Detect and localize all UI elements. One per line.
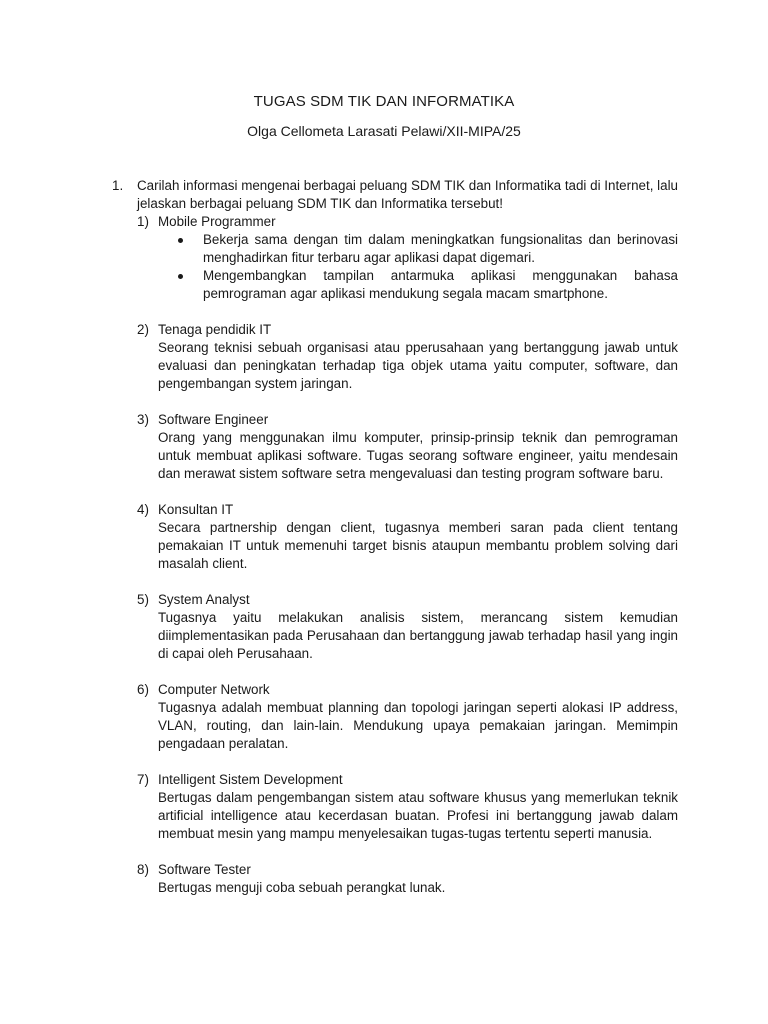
document-author: Olga Cellometa Larasati Pelawi/XII-MIPA/25 (247, 123, 521, 139)
item-title: Konsultan IT (158, 502, 234, 517)
list-item-software-tester (137, 861, 678, 897)
item-description: Seorang teknisi sebuah organisasi atau pperusahaan yang bertanggung jawab untuk evaluasi dan peningkatan terhadap tiga objek utama yaitu computer, software, dan pengembangan system jaringan. (158, 340, 678, 391)
document-content (0, 177, 768, 897)
item-number: 7) (137, 772, 149, 787)
item-number: 2) (137, 322, 149, 337)
document-title: TUGAS SDM TIK DAN INFORMATIKA (253, 93, 515, 110)
list-item-konsultan-it (137, 501, 678, 573)
item-title: System Analyst (158, 592, 250, 607)
bullet-item: Bekerja sama dengan tim dalam meningkatkan fungsionalitas dan berinovasi menghadirkan fitur terbaru agar aplikasi dapat digemari. (203, 231, 678, 267)
list-item-tenaga-pendidik-it (137, 321, 678, 393)
bullet-list (137, 231, 678, 303)
list-item-mobile-programmer (137, 213, 678, 303)
item-number: 8) (137, 862, 149, 877)
item-description: Tugasnya adalah membuat planning dan topologi jaringan seperti alokasi IP address, VLAN, routing, dan lain-lain. Mendukung upaya pemakaian jaringan. Memimpin pengadaan peralatan. (158, 700, 678, 751)
item-title: Software Tester (158, 862, 251, 877)
item-title: Mobile Programmer (158, 214, 276, 229)
item-description: Bertugas dalam pengembangan sistem atau software khusus yang memerlukan teknik artificial intelligence atau kecerdasan buatan. Profesi ini bertanggung jawab dalam membuat mesin yang mampu menyelesaikan tugas-tugas tertentu seperti manusia. (158, 790, 678, 841)
question-text: Carilah informasi mengenai berbagai peluang SDM TIK dan Informatika tadi di Internet, lalu jelaskan berbagai peluang SDM TIK dan Informatika tersebut! (137, 178, 678, 211)
item-description: Bertugas menguji coba sebuah perangkat lunak. (158, 880, 446, 895)
bullet-dot-icon (178, 274, 183, 279)
item-description: Orang yang menggunakan ilmu komputer, prinsip-prinsip teknik dan pemrograman untuk membuat aplikasi software. Tugas seorang software engineer, yaitu mendesain dan merawat sistem software setra mengevaluasi dan testing program software baru. (158, 430, 678, 481)
item-description: Tugasnya yaitu melakukan analisis sistem, merancang sistem kemudian diimplementasikan pada Perusahaan dan bertanggung jawab terhadap hasil yang ingin di capai oleh Perusahaan. (158, 610, 678, 661)
item-title: Tenaga pendidik IT (158, 322, 272, 337)
item-title: Intelligent Sistem Development (158, 772, 343, 787)
item-title: Computer Network (158, 682, 270, 697)
list-item-software-engineer (137, 411, 678, 483)
bullet-item: Mengembangkan tampilan antarmuka aplikasi menggunakan bahasa pemrograman agar aplikasi mendukung segala macam smartphone. (203, 267, 678, 303)
list-item-system-analyst (137, 591, 678, 663)
item-number: 1) (137, 214, 149, 229)
question (0, 177, 768, 213)
list-item-intelligent-sistem-development (137, 771, 678, 843)
bullet-dot-icon (178, 238, 183, 243)
question-number: 1. (112, 178, 124, 193)
item-description: Secara partnership dengan client, tugasnya memberi saran pada client tentang pemakaian IT untuk memenuhi target bisnis ataupun membantu problem solving dari masalah client. (158, 520, 678, 571)
item-number: 6) (137, 682, 149, 697)
item-number: 4) (137, 502, 149, 517)
list-item-computer-network (137, 681, 678, 753)
item-number: 3) (137, 412, 149, 427)
item-title: Software Engineer (158, 412, 269, 427)
item-number: 5) (137, 592, 149, 607)
